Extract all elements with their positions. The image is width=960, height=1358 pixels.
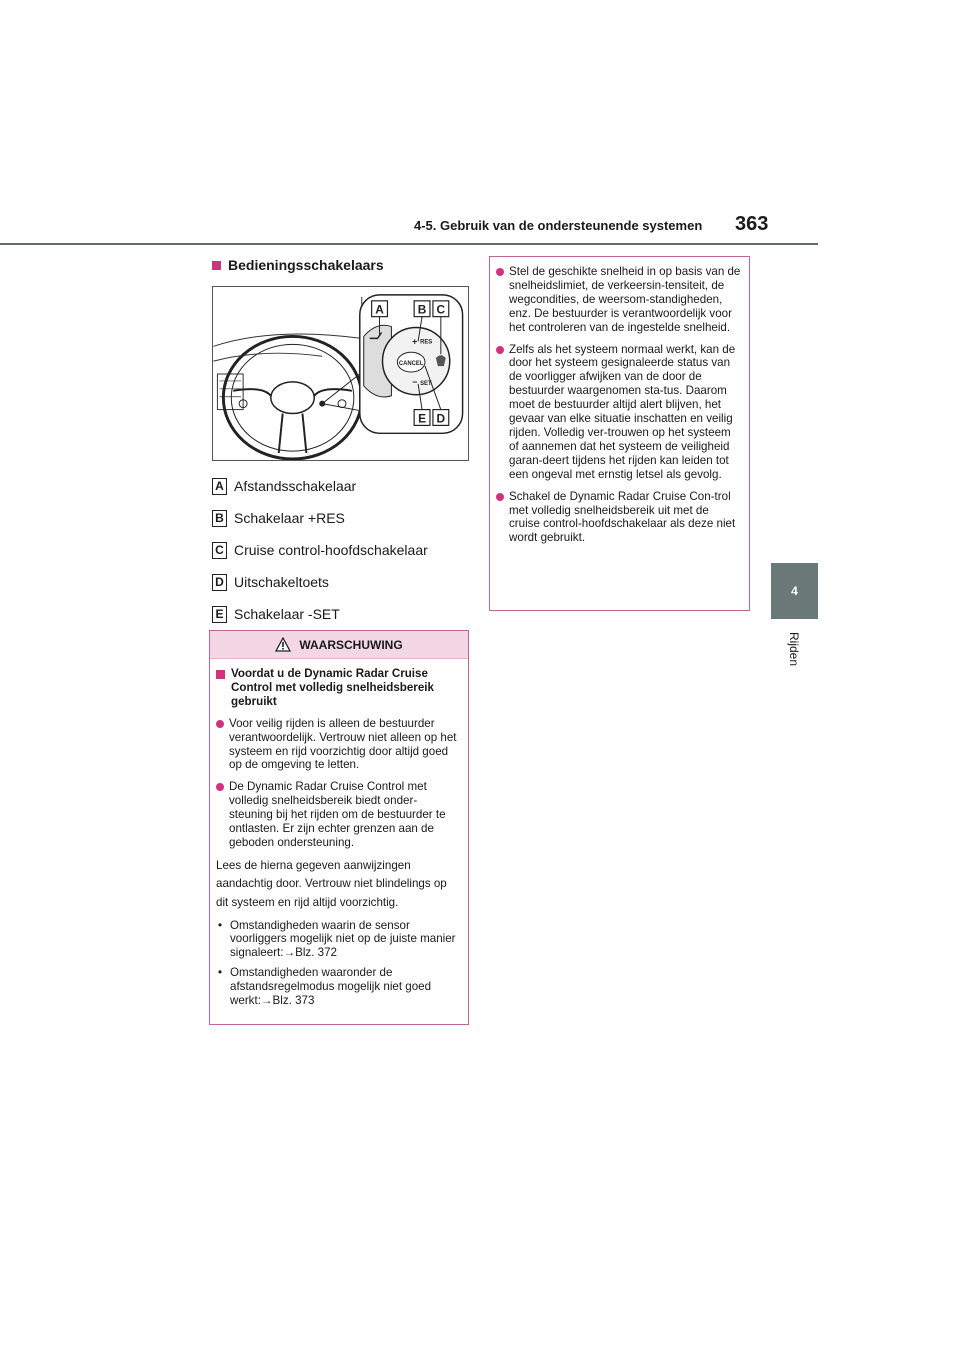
callout-c: C	[436, 302, 446, 317]
page-number: 363	[735, 213, 769, 235]
warning-bullet-text: De Dynamic Radar Cruise Control met volledig snelheidsbereik biedt onder-steuning bij het rijden om de bestuurder te ontlasten. Er zijn echter grenzen aan de geboden ondersteuning.	[229, 780, 446, 849]
bullet-dot-icon	[496, 493, 504, 501]
warning-bullet-text: Zelfs als het systeem normaal werkt, kan de door het systeem gesignaleerde status van de voorligger afwijken van de door de bestuurder waargenomen sta-tus. Daarom moet de bestuurder altijd alert blijven, het gevaar van elke situatie inschatten en veilig rijden. Volledig ver-trouwen op het systeem of aannemen dat het systeem de veiligheid garan-deert tijdens het rijden kan leiden tot een ongeval met ernstig letsel als gevolg.	[509, 342, 736, 481]
warning-bullet-text: Schakel de Dynamic Radar Cruise Con-trol met volledig snelheidsbereik uit met de cruise control-hoofdschakelaar als deze niet wordt gebruikt.	[509, 489, 736, 545]
wheel-rim	[223, 336, 361, 459]
legend-text: Afstandsschakelaar	[234, 478, 357, 494]
square-bullet-icon	[212, 261, 221, 270]
steering-wheel-figure	[212, 286, 469, 461]
warning-heading	[216, 667, 461, 709]
legend-item	[212, 566, 462, 598]
warning-sub-bullet	[216, 919, 461, 961]
bullet-dot-icon	[216, 720, 224, 728]
wheel-spoke	[279, 414, 307, 454]
wheel-rim-inner	[231, 344, 354, 451]
sub-bullet-mark: •	[217, 918, 223, 932]
chapter-label: Rijden	[787, 632, 801, 667]
sub-bullet-text: Omstandigheden waarin de sensor voorliggers mogelijk niet op de juiste manier signaleert:	[230, 918, 456, 960]
header-rule	[0, 243, 818, 245]
chapter-number: 4	[791, 584, 798, 598]
legend-item	[212, 534, 462, 566]
dashboard-outline	[213, 297, 361, 346]
legend-text: Schakelaar +RES	[234, 510, 345, 526]
warning-bullet	[216, 717, 461, 773]
warning-box	[209, 630, 469, 1025]
bullet-dot-icon	[496, 346, 504, 354]
bullet-dot-icon	[496, 268, 504, 276]
warning-bullet-text: Voor veilig rijden is alleen de bestuurder verantwoordelijk. Vertrouw niet alleen op het systeem en rijd voorzichtig door altijd goed op de omgeving te letten.	[229, 716, 457, 772]
cancel-label: CANCEL	[398, 361, 424, 368]
subheading-text: Bedieningsschakelaars	[228, 257, 384, 273]
page-reference-link[interactable]: →Blz. 372	[283, 946, 337, 960]
legend-text: Cruise control-hoofdschakelaar	[234, 542, 428, 558]
dashboard-outline	[213, 353, 322, 361]
legend-letter: A	[212, 478, 227, 495]
wheel-hub	[271, 382, 314, 414]
warning-paragraph: Lees de hierna gegeven aanwijzingen aandachtig door. Vertrouw niet blindelings op dit systeem en rijd altijd voorzichtig.	[216, 858, 447, 909]
figure-legend	[212, 470, 462, 630]
sub-bullet-text: Omstandigheden waaronder de afstandsregelmodus mogelijk niet goed werkt:	[230, 966, 432, 1008]
page-reference-link[interactable]: →Blz. 373	[260, 994, 315, 1008]
legend-text: Uitschakeltoets	[234, 574, 329, 590]
plus-sign: +	[412, 336, 418, 347]
res-label: RES	[420, 339, 433, 346]
section-title: 4-5. Gebruik van de ondersteunende systemen	[414, 218, 703, 233]
warning-heading-text: Voordat u de Dynamic Radar Cruise Control met volledig snelheidsbereik gebruikt	[231, 667, 434, 708]
warning-bullet	[216, 780, 461, 850]
sub-bullet-mark: •	[217, 966, 223, 980]
zoom-line	[322, 404, 360, 411]
steering-wheel-illustration	[213, 287, 468, 460]
warning-continuation-box	[489, 256, 750, 611]
callout-e: E	[418, 411, 427, 426]
sub-bullet-content	[230, 919, 461, 961]
callout-b: B	[417, 302, 427, 317]
callout-d: D	[436, 411, 446, 426]
legend-item	[212, 598, 462, 630]
legend-letter: E	[212, 606, 227, 623]
legend-letter: B	[212, 510, 227, 527]
warning-header	[210, 631, 468, 659]
sub-bullet-content	[230, 966, 461, 1008]
callout-a: A	[375, 302, 384, 317]
set-label: SET	[420, 380, 432, 387]
warning-title: WAARSCHUWING	[299, 637, 403, 652]
bullet-dot-icon	[216, 783, 224, 791]
warning-body	[210, 659, 468, 1008]
chapter-tab[interactable]	[771, 563, 818, 619]
warning-triangle-icon	[275, 637, 291, 652]
legend-letter: D	[212, 574, 227, 591]
wheel-spoke	[233, 389, 271, 396]
square-bullet-icon	[216, 670, 225, 679]
legend-item	[212, 502, 462, 534]
legend-letter: C	[212, 542, 227, 559]
legend-text: Schakelaar -SET	[234, 606, 340, 622]
warning-bullet	[496, 343, 742, 482]
warning-sub-bullet	[216, 966, 461, 1008]
warning-bullet	[496, 490, 742, 546]
subheading	[212, 257, 384, 273]
warning-bullet	[496, 265, 742, 335]
warning-bullet-text: Stel de geschikte snelheid in op basis van de snelheidslimiet, de verkeersin-tensiteit, de wegcondities, de weersom-standigheden, enz. De bestuurder is verantwoordelijk voor het controleren van de ingestelde snelheid.	[509, 265, 741, 334]
minus-sign: −	[412, 376, 418, 387]
legend-item	[212, 470, 462, 502]
